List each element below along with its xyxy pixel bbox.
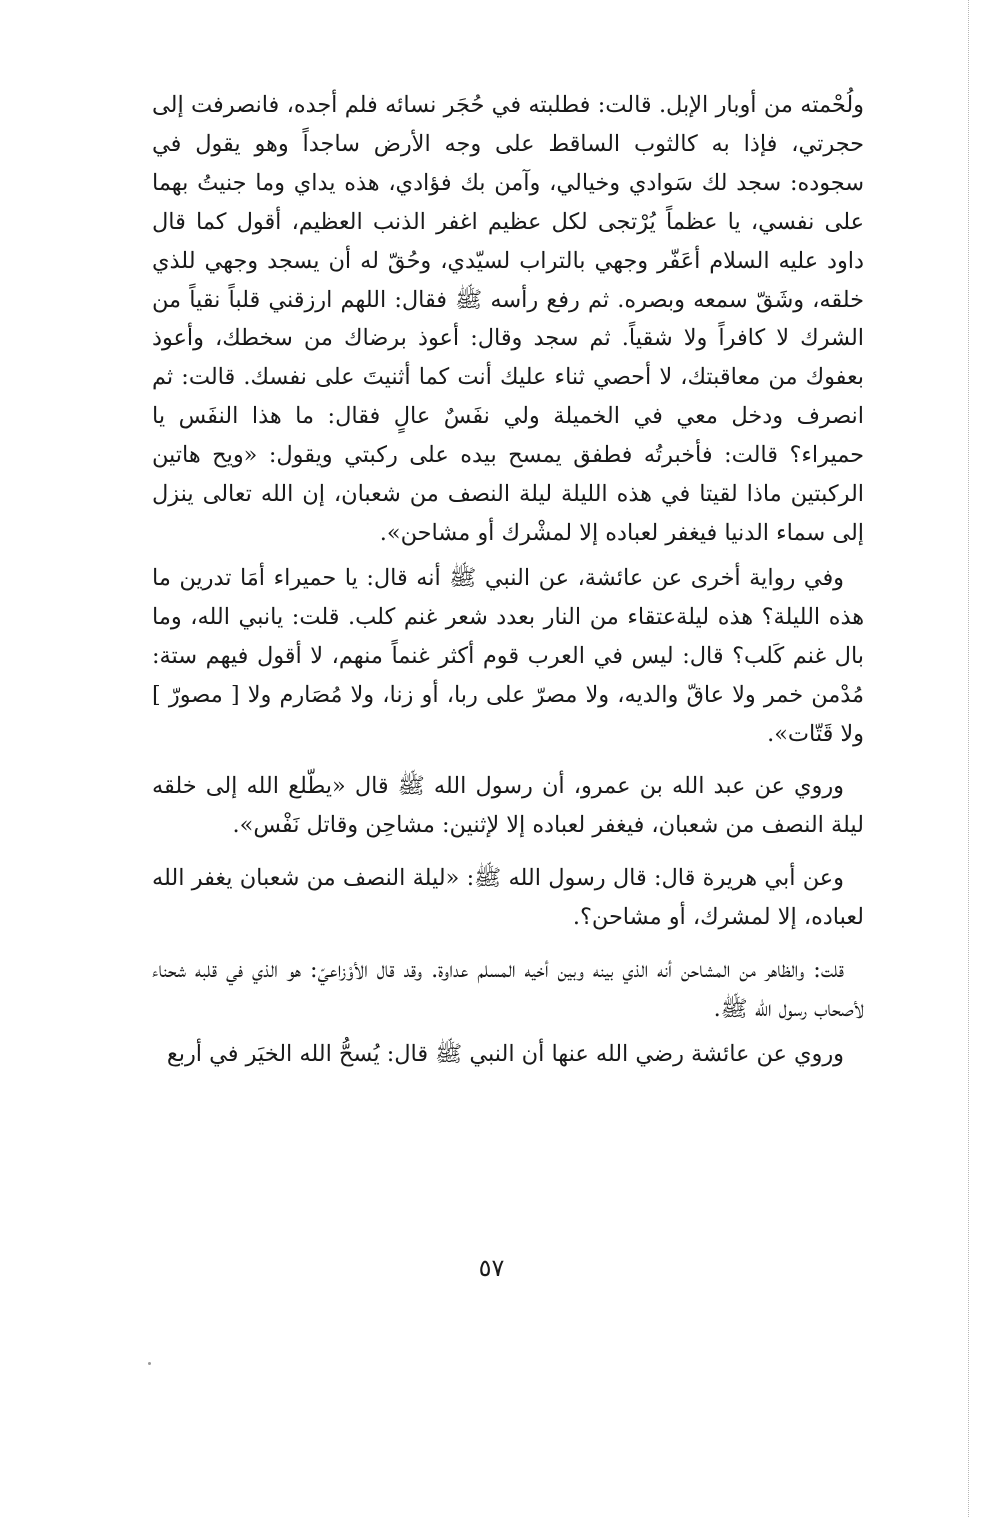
paragraph-aisha-narration: ولُحْمته من أوبار الإبل. قالت: فطلبته في حُجَر نسائه فلم أجده، فانصرفت إلى حجرتي، فإذا به كالثوب الساقط على وجه الأرض ساجداً وهو يقول في سجوده: سجد لك سَوادي وخيالي، وآمن بك فؤادي، هذه يداي وما جنيتُ بهما على نفسي، يا عظماً يُرْتجى لكل عظيم اغفر الذنب العظيم، أقول كما قال داود عليه السلام أعَفّر وجهي بالتراب لسيّدي، وحُقّ له أن يسجد وجهي للذي خلقه، وشَقّ سمعه وبصره. ثم رفع رأسه ﷺ فقال: اللهم ارزقني قلباً نقياً من الشرك لا كافراً ولا شقياً. ثم سجد وقال: أعوذ برضاك من سخطك، وأعوذ بعفوك من معاقبتك، لا أحصي ثناء عليك أنت كما أثنيتَ على نفسك. قالت: ثم انصرف ودخل معي في الخميلة ولي نفَسٌ عالٍ فقال: ما هذا النفَس يا حميراء؟ قالت: فأخبرتُه فطفق يمسح بيده على ركبتي ويقول: «ويح هاتين الركبتين ماذا لقيتا في هذه الليلة ليلة النصف من شعبان، إن الله تعالى ينزل إلى سماء الدنيا فيغفر لعباده إلا لمشْرك أو مشاحن».	[152, 92, 864, 546]
paragraph-four-nights: وروي عن عائشة رضي الله عنها أن النبي ﷺ قال: يُسحُّ الله الخيَر في أربع	[166, 1040, 844, 1067]
paragraph-abu-hurayra: وعن أبي هريرة قال: قال رسول الله ﷺ: «ليلة النصف من شعبان يغفر الله لعباده، إلا لمشرك، أو مشاحن؟.	[152, 865, 864, 931]
paragraph-other-narration: وفي رواية أخرى عن عائشة، عن النبي ﷺ أنه قال: يا حميراء أمَا تدرين ما هذه الليلة؟ هذه ليلةعتقاء من النار بعدد شعر غنم كلب. قلت: يانبي الله، وما بال غنم كَلب؟ قال: ليس في العرب قوم أكثر غنماً منهم، لا أقول فيهم ستة: مُدْمن خمر ولا عاقّ والديه، ولا مصرّ على ربا، أو زنا، ولا مُصَارم ولا [ مصورّ ] ولا قَتّات».	[152, 564, 864, 747]
paragraph-commentary: قلت: والظاهر من المشاحن أنه الذي بينه وبين أخيه المسلم عداوة. وقد قال الأوْزاعيّ: هو الذي في قلبه شحناء لأصحاب رسول الله ﷺ.	[152, 957, 864, 1022]
body-text	[152, 86, 864, 1074]
paragraph-abdullah-ibn-amr: وروي عن عبد الله بن عمرو، أن رسول الله ﷺ قال «يطّلع الله إلى خلقه ليلة النصف من شعبان، فيغفر لعباده إلا لإثنين: مشاحِن وقاتل نَفْس».	[152, 773, 864, 839]
page-number: ٥٧	[478, 1254, 505, 1282]
scan-speck	[148, 1362, 151, 1365]
scan-edge-dotted-line	[968, 0, 969, 1517]
